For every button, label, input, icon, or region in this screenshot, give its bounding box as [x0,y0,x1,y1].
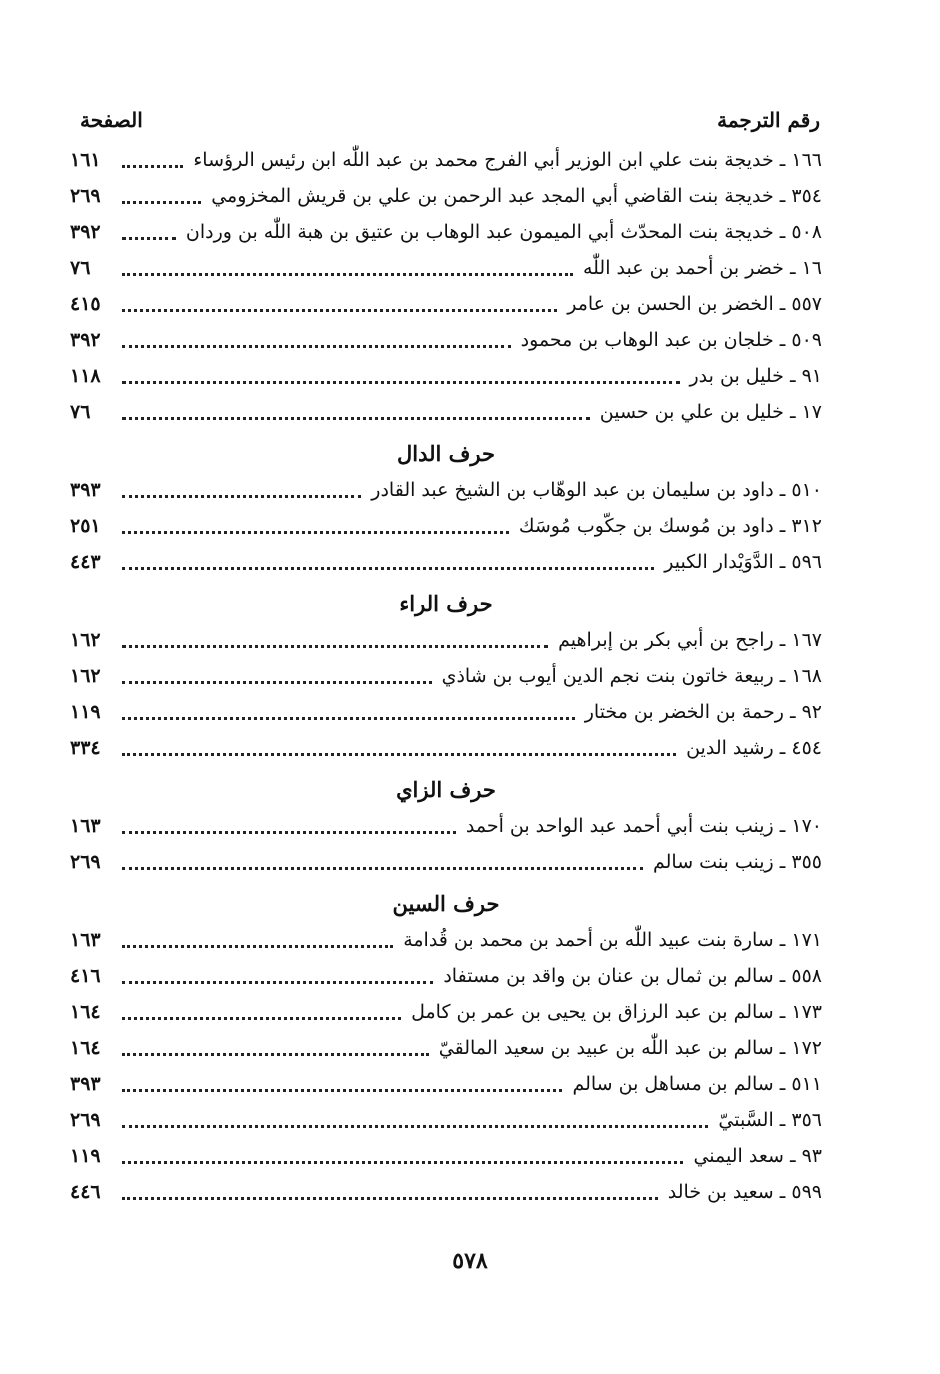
dot-leader [122,417,590,420]
index-entry-row [70,286,822,322]
entry-page-number: ١٦٣ [70,815,101,837]
entry-page-number: ٤٤٦ [70,1181,101,1203]
entry-page-number: ٣٩٣ [70,1073,101,1095]
dot-leader [122,495,361,498]
entry-page-number: ٤١٦ [70,965,101,987]
entry-name: ٥١١ ـ سالم بن مساهل بن سالم [572,1073,822,1095]
entry-page-number: ٢٥١ [70,515,101,537]
section-title: حرف الراء [399,591,493,616]
entry-name: ١٦٨ ـ ربيعة خاتون بنت نجم الدين أيوب بن شاذي [441,665,822,687]
index-entry-row [70,178,822,214]
section-title: حرف الدال [397,441,495,466]
entry-name: ١٧٠ ـ زينب بنت أبي أحمد عبد الواحد بن أحمد [465,815,822,837]
index-entry-row [70,358,822,394]
entry-name: ٥٠٩ ـ خلجان بن عبد الوهاب بن محمود [520,329,822,351]
entry-name: ٣٥٤ ـ خديجة بنت القاضي أبي المجد عبد الرحمن بن علي بن قريش المخزومي [211,185,822,207]
entry-name: ٩٣ ـ سعد اليمني [693,1145,822,1167]
entry-name: ١٦٦ ـ خديجة بنت علي ابن الوزير أبي الفرج محمد بن عبد اللّٰه ابن رئيس الرؤساء [193,149,822,171]
dot-leader [122,165,183,168]
index-entry-row [70,472,822,508]
entry-name: ١٧٣ ـ سالم بن عبد الرزاق بن يحيى بن عمر بن كامل [411,1001,822,1023]
entry-page-number: ٣٩٢ [70,329,101,351]
entry-page-number: ٢٦٩ [70,1109,101,1131]
entry-name: ٥٥٧ ـ الخضر بن الحسن بن عامر [567,293,822,315]
index-entry-row [70,394,822,430]
index-entry-row [70,214,822,250]
entry-name: ١٧١ ـ سارة بنت عبيد اللّٰه بن أحمد بن محمد بن قُدامة [403,929,822,951]
entry-name: ١٦ ـ خضر بن أحمد بن عبد اللّٰه [582,257,822,279]
dot-leader [122,753,676,756]
entry-name: ٩٢ ـ رحمة بن الخضر بن مختار [584,701,822,723]
entry-page-number: ٧٦ [70,401,91,423]
entry-page-number: ١٦٢ [70,665,101,687]
index-entry-row [70,508,822,544]
entry-page-number: ٣٣٤ [70,737,101,759]
dot-leader [122,831,456,834]
index-entry-row [70,994,822,1030]
dot-leader [122,273,573,276]
dot-leader [122,981,433,984]
dot-leader [122,1017,401,1020]
entry-page-number: ١١٨ [70,365,101,387]
index-entry-row [70,142,822,178]
index-entry-row [70,958,822,994]
index-entry-row [70,250,822,286]
dot-leader [122,1089,562,1092]
dot-leader [122,681,432,684]
section-title: حرف السين [392,891,500,916]
section-title: حرف الزاي [396,777,496,802]
index-entry-row [70,808,822,844]
index-entries [70,142,822,1210]
dot-leader [122,381,680,384]
column-header-entry-number: رقم الترجمة [717,108,820,132]
index-entry-row [70,1030,822,1066]
dot-leader [122,1161,683,1164]
entry-page-number: ٤١٥ [70,293,101,315]
dot-leader [122,945,393,948]
dot-leader [122,531,509,534]
dot-leader [122,1197,658,1200]
dot-leader [122,867,643,870]
dot-leader [122,1053,429,1056]
index-entry-row [70,1174,822,1210]
dot-leader [122,645,548,648]
entry-page-number: ١٦٣ [70,929,101,951]
dot-leader [122,237,176,240]
dot-leader [122,309,557,312]
entry-page-number: ٢٦٩ [70,851,101,873]
entry-name: ٣٥٥ ـ زينب بنت سالم [652,851,822,873]
entry-name: ٥٠٨ ـ خديجة بنت المحدّث أبي الميمون عبد الوهاب بن عتيق بن هبة اللّٰه بن وردان [185,221,822,243]
entry-page-number: ١٦٢ [70,629,101,651]
entry-name: ٣١٢ ـ داود بن مُوسك بن جكّوب مُوسَك [518,515,822,537]
index-entry-row [70,658,822,694]
index-entry-row [70,694,822,730]
dot-leader [122,201,201,204]
entry-name: ٩١ ـ خليل بن بدر [689,365,822,387]
page-number: ٥٧٨ [452,1248,488,1274]
entry-page-number: ١٦١ [70,149,101,171]
entry-name: ٣٥٦ ـ السَّبتيّ [718,1109,822,1131]
entry-name: ٤٥٤ ـ رشيد الدين [686,737,822,759]
entry-name: ١٧ ـ خليل بن علي بن حسين [599,401,822,423]
entry-name: ١٦٧ ـ راجح بن أبي بكر بن إبراهيم [558,629,822,651]
index-entry-row [70,1138,822,1174]
dot-leader [122,345,511,348]
entry-page-number: ١٦٤ [70,1001,101,1023]
entry-page-number: ٣٩٢ [70,221,101,243]
index-entry-row [70,622,822,658]
index-entry-row [70,844,822,880]
column-header-page: الصفحة [80,108,143,132]
entry-page-number: ٧٦ [70,257,91,279]
index-entry-row [70,1066,822,1102]
entry-page-number: ١٦٤ [70,1037,101,1059]
index-entry-row [70,1102,822,1138]
index-entry-row [70,730,822,766]
dot-leader [122,1125,708,1128]
entry-name: ١٧٢ ـ سالم بن عبد اللّٰه بن عبيد بن سعيد المالقيّ [438,1037,822,1059]
entry-name: ٥٥٨ ـ سالم بن ثمال بن عنان بن واقد بن مستفاد [443,965,822,987]
entry-name: ٥٩٦ ـ الدَّوَيْدار الكبير [664,551,822,573]
dot-leader [122,567,654,570]
entry-page-number: ٤٤٣ [70,551,101,573]
entry-page-number: ١١٩ [70,701,101,723]
index-entry-row [70,322,822,358]
entry-page-number: ٣٩٣ [70,479,101,501]
entry-page-number: ٢٦٩ [70,185,101,207]
index-entry-row [70,922,822,958]
entry-page-number: ١١٩ [70,1145,101,1167]
entry-name: ٥٩٩ ـ سعيد بن خالد [667,1181,822,1203]
entry-name: ٥١٠ ـ داود بن سليمان بن عبد الوهّاب بن الشيخ عبد القادر [371,479,822,501]
dot-leader [122,717,575,720]
index-entry-row [70,544,822,580]
